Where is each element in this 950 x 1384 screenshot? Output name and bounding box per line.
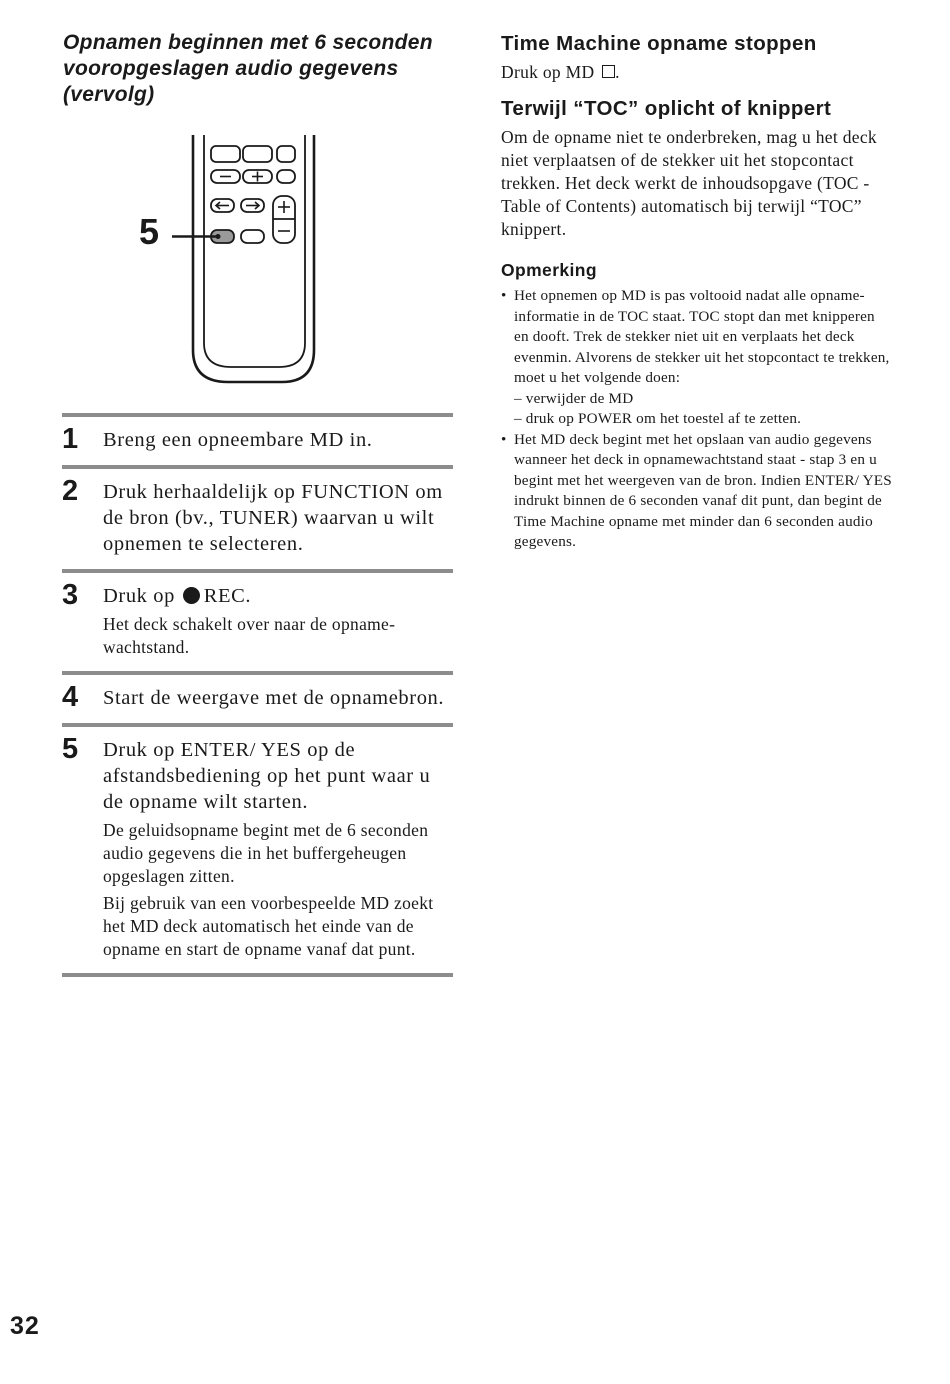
note-list xyxy=(501,286,893,553)
step-3 xyxy=(62,569,453,671)
steps-list xyxy=(62,413,453,977)
subsection-heading: Terwijl “TOC” oplicht of knippert xyxy=(501,97,832,120)
remote-button xyxy=(211,146,240,162)
step-number: 3 xyxy=(62,579,79,611)
remote-control-illustration xyxy=(120,128,330,388)
section-heading: Opnamen beginnen met 6 seconden vooropgeslagen audio gegevens (vervolg) xyxy=(63,31,433,106)
remote-button xyxy=(277,170,295,183)
step-5 xyxy=(62,723,453,973)
step-instruction: Start de weergave met de opnamebron. xyxy=(103,687,445,709)
step-number: 1 xyxy=(62,423,79,455)
step-instruction: Druk herhaaldelijk op FUNCTION om de bron (bv., TUNER) waarvan u wilt opnemen te selecteren. xyxy=(103,481,443,555)
note-text: Het MD deck begint met het opslaan van audio gegevens wanneer het deck in opnamewachtstand staat - stap 3 en u begint met het weergeven van de bron. Indien ENTER/ YES indrukt binnen de 6 seconden vanaf dit punt, dan begint de Time Machine opname met minder dan 6 seconden audio gegevens. xyxy=(514,430,892,550)
step-2 xyxy=(62,465,453,569)
paragraph-text: . xyxy=(615,62,620,82)
remote-button xyxy=(243,146,272,162)
note-item xyxy=(501,286,893,430)
note-subline: – verwijder de MD xyxy=(514,389,634,407)
remote-outer-outline xyxy=(193,135,314,382)
step-instruction: Breng een opneembare MD in. xyxy=(103,429,373,451)
paragraph xyxy=(501,61,620,84)
bullet-icon: • xyxy=(501,287,507,304)
record-dot-icon xyxy=(183,587,200,604)
note-text: Het opnemen op MD is pas voltooid nadat alle opname-informatie in de TOC staat. TOC stopt dan met knipperen en dooft. Trek de stekker niet uit en verplaats het deck evenmin. Alvorens de stekker uit het stopcontact te trekken, moet u het volgende doen: xyxy=(514,287,890,386)
note-item xyxy=(501,430,893,553)
figure-step-marker: 5 xyxy=(139,211,160,252)
step-note: Het deck schakelt over naar de opname-wachtstand. xyxy=(103,614,396,657)
divider xyxy=(62,973,453,977)
note-subline: – druk op POWER om het toestel af te zetten. xyxy=(514,410,802,427)
subsection-heading: Time Machine opname stoppen xyxy=(501,32,817,55)
paragraph-text: Druk op MD xyxy=(501,62,595,82)
step-instruction xyxy=(103,583,453,609)
step-note: De geluidsopname begint met de 6 seconden audio gegevens die in het buffergeheugen opgeslagen zitten. xyxy=(103,820,429,886)
paragraph: Om de opname niet te onderbreken, mag u het deck niet verplaatsen of de stekker uit het stopcontact trekken. Het deck werkt de inhoudsopgave (TOC - Table of Contents) automatisch bij terwijl “TOC” knippert. xyxy=(501,127,877,239)
step-instruction: Druk op ENTER/ YES op de afstandsbediening op het punt waar u de opname wilt starten. xyxy=(103,739,431,813)
stop-square-icon xyxy=(602,65,615,78)
bullet-icon: • xyxy=(501,430,507,448)
note-heading: Opmerking xyxy=(501,260,597,280)
step-number: 5 xyxy=(62,733,79,765)
step-number: 4 xyxy=(62,681,79,713)
remote-button xyxy=(277,146,295,162)
remote-button xyxy=(241,230,264,243)
step-1 xyxy=(62,413,453,465)
step-instruction-text: REC. xyxy=(203,585,252,607)
step-4 xyxy=(62,671,453,723)
step-instruction-text: Druk op xyxy=(103,585,175,607)
step-number: 2 xyxy=(62,475,79,507)
step-note: Bij gebruik van een voorbespeelde MD zoekt het MD deck automatisch het einde van de opname en start de opname vanaf dat punt. xyxy=(103,893,434,959)
page-number: 32 xyxy=(10,1312,40,1340)
